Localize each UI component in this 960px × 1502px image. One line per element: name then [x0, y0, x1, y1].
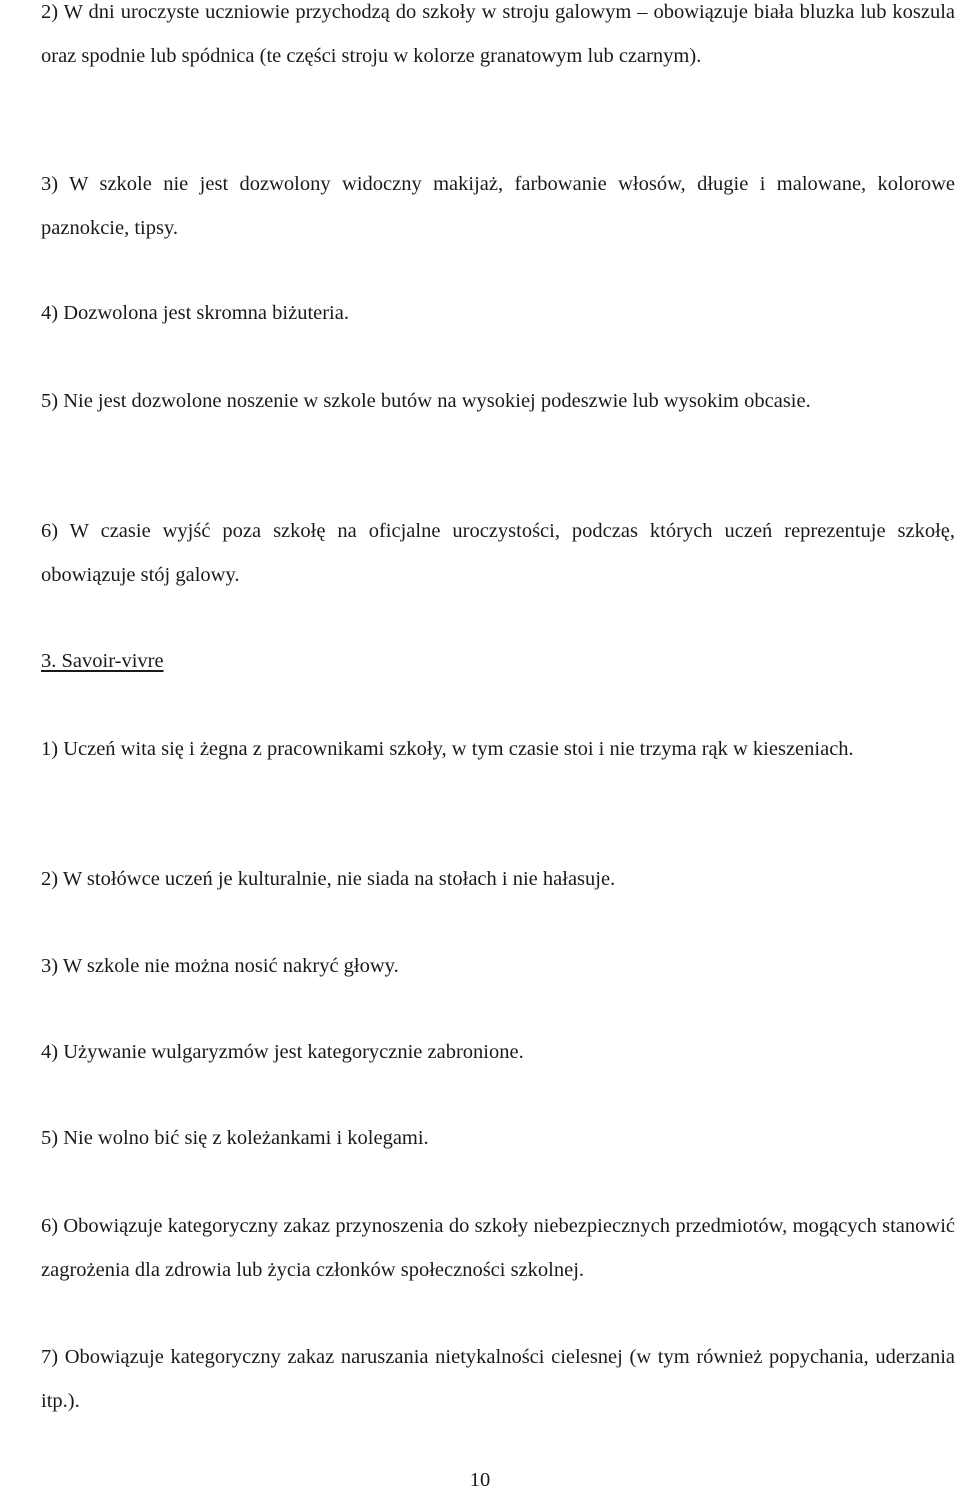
- savoir-vivre-item-1: 1) Uczeń wita się i żegna z pracownikami szkoły, w tym czasie stoi i nie trzyma rąk w kieszeniach.: [41, 738, 854, 760]
- dress-code-item-2: 2) W dni uroczyste uczniowie przychodzą do szkoły w stroju galowym – obowiązuje biała bluzka lub koszula oraz spodnie lub spódnica (te części stroju w kolorze granatowym lub czarnym).: [41, 1, 955, 67]
- savoir-vivre-item-6: 6) Obowiązuje kategoryczny zakaz przynoszenia do szkoły niebezpiecznych przedmiotów, mogących stanowić zagrożenia dla zdrowia lub życia członków społeczności szkolnej.: [41, 1215, 955, 1281]
- savoir-vivre-item-5: 5) Nie wolno bić się z koleżankami i kolegami.: [41, 1127, 429, 1149]
- dress-code-item-3: 3) W szkole nie jest dozwolony widoczny makijaż, farbowanie włosów, długie i malowane, kolorowe paznokcie, tipsy.: [41, 173, 955, 239]
- savoir-vivre-item-3: 3) W szkole nie można nosić nakryć głowy.: [41, 955, 399, 977]
- page-number: 10: [469, 1469, 491, 1491]
- savoir-vivre-item-7: 7) Obowiązuje kategoryczny zakaz naruszania nietykalności cielesnej (w tym również popychania, uderzania itp.).: [41, 1346, 955, 1412]
- section-heading-savoir-vivre: 3. Savoir-vivre: [41, 650, 164, 672]
- savoir-vivre-item-2: 2) W stołówce uczeń je kulturalnie, nie siada na stołach i nie hałasuje.: [41, 868, 616, 890]
- dress-code-item-5: 5) Nie jest dozwolone noszenie w szkole butów na wysokiej podeszwie lub wysokim obcasie.: [41, 390, 811, 412]
- dress-code-item-6: 6) W czasie wyjść poza szkołę na oficjalne uroczystości, podczas których uczeń reprezentuje szkołę, obowiązuje stój galowy.: [41, 520, 955, 586]
- savoir-vivre-item-4: 4) Używanie wulgaryzmów jest kategorycznie zabronione.: [41, 1041, 524, 1063]
- dress-code-item-4: 4) Dozwolona jest skromna biżuteria.: [41, 302, 349, 324]
